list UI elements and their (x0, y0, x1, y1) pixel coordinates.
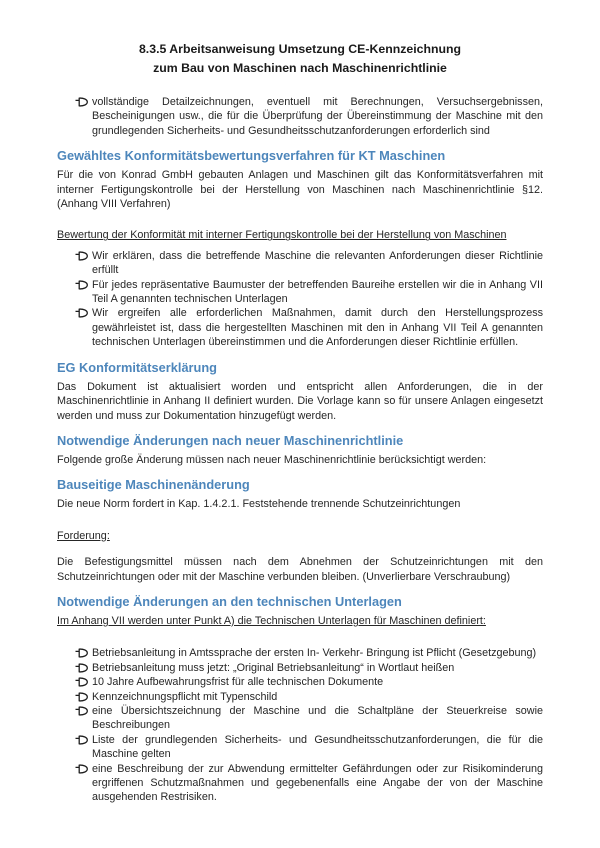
paragraph-eg-konformitaetserklaerung: Das Dokument ist aktualisiert worden und entspricht allen Anforderungen, die in der Maschinenrichtlinie in Anhang II definiert wurden. Die Vorlage kann so für unsere Anlagen eingesetzt werden und muss zur Dokumentation hinzugefügt werden. (57, 380, 543, 422)
list-item-text: Wir ergreifen alle erforderlichen Maßnahmen, damit durch den Herstellungsprozess gewährleistet ist, dass die hergestellten Maschinen mit den in Anhang VII Teil A genannten technischen Unterlagen übereinstimmen und die Anforderungen dieser Richtlinie erfüllen. (92, 307, 543, 349)
list-item (57, 690, 543, 704)
list-item-text: Betriebsanleitung in Amtssprache der ersten In- Verkehr- Bringung ist Pflicht (Gesetzgebung) (92, 647, 537, 660)
list-item (57, 646, 543, 660)
paragraph-forderung: Die Befestigungsmittel müssen nach dem Abnehmen der Schutzeinrichtungen mit den Schutzeinrichtungen oder mit der Maschine verbunden bleiben. (Unverlierbare Verschraubung) (57, 556, 543, 583)
list-item-text: Kennzeichnungspflicht mit Typenschild (92, 690, 278, 703)
list-item (57, 762, 543, 805)
intro-bullet-list (57, 95, 543, 138)
document-title-line2: zum Bau von Maschinen nach Maschinenrichtlinie (153, 61, 447, 75)
paragraph-neue-richtlinie: Folgende große Änderung müssen nach neuer Maschinenrichtlinie berücksichtigt werden: (57, 453, 487, 466)
pen-bullet-icon (75, 308, 88, 318)
list-item (57, 704, 543, 733)
paragraph-bauseitige-aenderung: Die neue Norm fordert in Kap. 1.4.2.1. Feststehende trennende Schutzeinrichtungen (57, 498, 461, 511)
subheading-anhang-vii-definition: Im Anhang VII werden unter Punkt A) die Technischen Unterlagen für Maschinen definiert: (57, 614, 486, 627)
section-heading-eg-konformitaetserklaerung: EG Konformitätserklärung (57, 359, 217, 375)
list-item-text: eine Übersichtszeichnung der Maschine und die Schaltpläne der Steuerkreise sowie Beschreibungen (92, 704, 543, 732)
list-item (57, 675, 543, 689)
pen-bullet-icon (75, 663, 88, 673)
list-item (57, 733, 543, 762)
subheading-forderung: Forderung: (57, 529, 110, 542)
list-item-text: vollständige Detailzeichnungen, eventuell mit Berechnungen, Versuchsergebnissen, Bescheinigungen usw., die für die Überprüfung der Übereinstimmung der Maschine mit den grundlegenden Sicherheits- und Gesundheitsschutzanforderungen erforderlich sind (92, 96, 543, 137)
list-item-text: 10 Jahre Aufbewahrungsfrist für alle technischen Dokumente (92, 676, 384, 689)
pen-bullet-icon (75, 677, 88, 687)
konformitaet-bullet-list (57, 249, 543, 350)
section-heading-bauseitige-aenderung: Bauseitige Maschinenänderung (57, 477, 250, 493)
list-item (57, 249, 543, 278)
list-item-text: Betriebsanleitung muss jetzt: „Original Betriebsanleitung“ in Wortlaut heißen (92, 661, 455, 674)
spacer (57, 634, 543, 644)
pen-bullet-icon (75, 692, 88, 702)
pen-bullet-icon (75, 706, 88, 716)
list-item (57, 278, 543, 307)
pen-bullet-icon (75, 97, 88, 107)
subheading-bewertung-konformitaet: Bewertung der Konformität mit interner Fertigungskontrolle bei der Herstellung von Maschinen (57, 229, 507, 242)
document-title-line1: 8.3.5 Arbeitsanweisung Umsetzung CE-Kennzeichnung (138, 42, 462, 56)
pen-bullet-icon (75, 735, 88, 745)
list-item (57, 661, 543, 675)
list-item-text: Wir erklären, dass die betreffende Maschine die relevanten Anforderungen dieser Richtlinie erfüllt (92, 249, 543, 277)
document-title (57, 40, 543, 78)
paragraph-konformitaetsverfahren: Für die von Konrad GmbH gebauten Anlagen und Maschinen gilt das Konformitätsverfahren mit interner Fertigungskontrolle bei der Herstellung von Maschinen nach Maschinenrichtlinie §12. (Anhang VIII Verfahren) (57, 169, 543, 211)
unterlagen-bullet-list (57, 646, 543, 804)
list-item-text: Liste der grundlegenden Sicherheits- und Gesundheitsschutzanforderungen, die für die Maschine gelten (92, 733, 543, 761)
pen-bullet-icon (75, 280, 88, 290)
pen-bullet-icon (75, 648, 88, 658)
section-heading-neue-richtlinie: Notwendige Änderungen nach neuer Maschinenrichtlinie (57, 432, 404, 448)
list-item-text: Für jedes repräsentative Baumuster der betreffenden Baureihe erstellen wir die in Anhang VII Teil A genannten technischen Unterlagen (92, 278, 543, 306)
section-heading-technische-unterlagen: Notwendige Änderungen an den technischen Unterlagen (57, 593, 402, 609)
list-item (57, 306, 543, 349)
list-item-text: eine Beschreibung der zur Abwendung ermittelter Gefährdungen oder zur Risikominderung ergriffenen Schutzmaßnahmen und gegebenenfalls eine Angabe der von der Maschine ausgehenden Restrisiken. (92, 762, 543, 804)
pen-bullet-icon (75, 764, 88, 774)
section-heading-konformitaetsverfahren: Gewähltes Konformitätsbewertungsverfahren für KT Maschinen (57, 148, 446, 164)
pen-bullet-icon (75, 251, 88, 261)
list-item (57, 95, 543, 138)
